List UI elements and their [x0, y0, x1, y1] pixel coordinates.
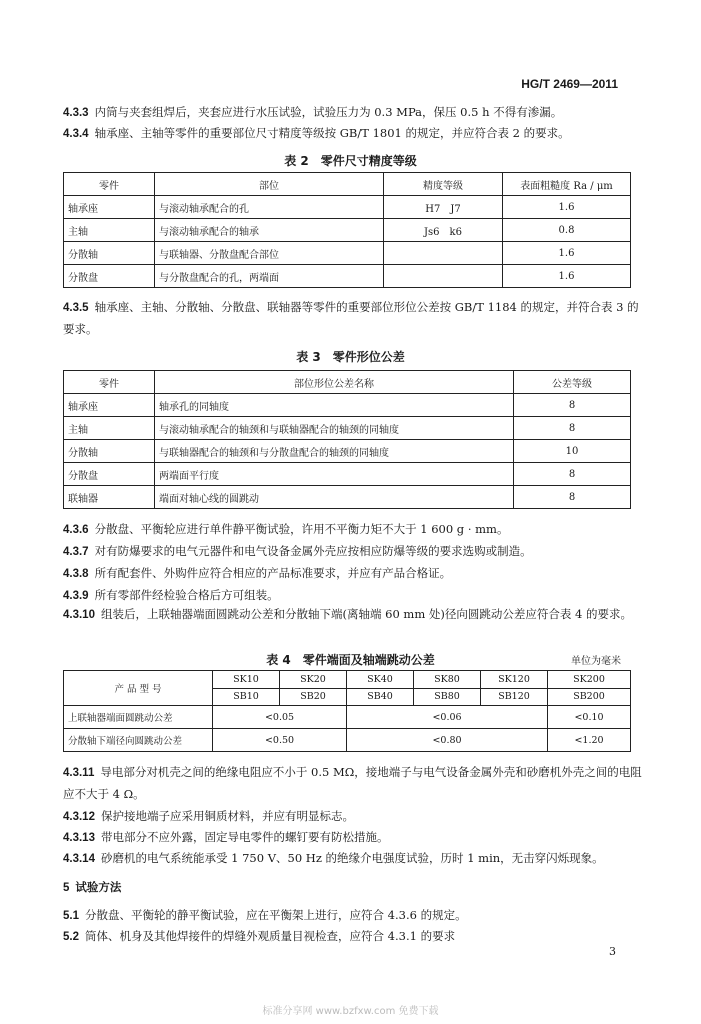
clause-4-3-14: 4.3.14 砂磨机的电气系统能承受 1 750 V、50 Hz 的绝缘介电强度试验，历时 1 min，无击穿闪烁现象。 [63, 851, 604, 865]
table-header-row: SB10 SB20 SB40 SB80 SB120 SB200 [64, 688, 631, 706]
clause-4-3-6: 4.3.6 分散盘、平衡轮应进行单件静平衡试验，许用不平衡力矩不大于 1 600 g · mm。 [63, 522, 509, 536]
section-5-heading: 5 试验方法 [63, 880, 122, 894]
table-row: 分散盘 两端面平行度 8 [64, 463, 631, 486]
page-number: 3 [609, 945, 616, 958]
standard-number-header: HG/T 2469—2011 [521, 77, 618, 91]
table-row: 主轴 与滚动轴承配合的轴承 Js6 k6 0.8 [64, 219, 631, 242]
table-row: 分散轴 与联轴器、分散盘配合部位 1.6 [64, 242, 631, 265]
table-row: 轴承座 轴承孔的同轴度 8 [64, 394, 631, 417]
table-header-row: 产 品 型 号 SK10 SK20 SK40 SK80 SK120 SK200 [64, 671, 631, 689]
table3 [63, 370, 631, 509]
table-header-row: 零件 部位 精度等级 表面粗糙度 Ra / μm [64, 173, 631, 196]
table-row: 主轴 与滚动轴承配合的轴颈和与联轴器配合的轴颈的同轴度 8 [64, 417, 631, 440]
table4-caption: 表 4 零件端面及轴端跳动公差 [266, 653, 435, 667]
clause-4-3-4: 4.3.4 轴承座、主轴等零件的重要部位尺寸精度等级按 GB/T 1801 的规定，并应符合表 2 的要求。 [63, 126, 570, 140]
clause-4-3-12: 4.3.12 保护接地端子应采用铜质材料，并应有明显标志。 [63, 809, 354, 823]
table-row: 分散轴 与联轴器配合的轴颈和与分散盘配合的轴颈的同轴度 10 [64, 440, 631, 463]
table3-caption: 表 3 零件形位公差 [296, 350, 405, 364]
clause-5-2: 5.2 筒体、机身及其他焊接件的焊缝外观质量目视检查，应符合 4.3.1 的要求 [63, 929, 456, 943]
table-row: 上联轴器端面圆跳动公差 <0.05 <0.06 <0.10 [64, 706, 631, 729]
clause-4-3-5: 4.3.5 轴承座、主轴、分散轴、分散盘、联轴器等零件的重要部位形位公差按 GB/T 1184 的规定，并符合表 3 的要求。 [63, 300, 639, 336]
clause-4-3-7: 4.3.7 对有防爆要求的电气元器件和电气设备金属外壳应按相应防爆等级的要求选购或制造。 [63, 544, 532, 558]
clause-4-3-13: 4.3.13 带电部分不应外露，固定导电零件的螺钉要有防松措施。 [63, 830, 389, 844]
clause-4-3-11: 4.3.11 导电部分对机壳之间的绝缘电阻应不小于 0.5 MΩ，接地端子与电气设备金属外壳和砂磨机外壳之间的电阻应不大于 4 Ω。 [63, 765, 642, 801]
table-row: 分散轴下端径向圆跳动公差 <0.50 <0.80 <1.20 [64, 729, 631, 752]
clause-4-3-10: 4.3.10 组装后，上联轴器端面圆跳动公差和分散轴下端(离轴端 60 mm 处)径向圆跳动公差应符合表 4 的要求。 [63, 607, 632, 621]
clause-4-3-8: 4.3.8 所有配套件、外购件应符合相应的产品标准要求，并应有产品合格证。 [63, 566, 452, 580]
table-header-row: 零件 部位形位公差名称 公差等级 [64, 371, 631, 394]
clause-5-1: 5.1 分散盘、平衡轮的静平衡试验，应在平衡架上进行，应符合 4.3.6 的规定。 [63, 908, 467, 922]
product-model-label: 产 品 型 号 [64, 671, 213, 706]
table-row: 联轴器 端面对轴心线的圆跳动 8 [64, 486, 631, 509]
table4 [63, 670, 631, 752]
table-row: 轴承座 与滚动轴承配合的孔 H7 J7 1.6 [64, 196, 631, 219]
clause-4-3-9: 4.3.9 所有零部件经检验合格后方可组装。 [63, 588, 279, 602]
table2 [63, 172, 631, 288]
table4-unit: 单位为毫米 [571, 656, 621, 667]
table-row: 分散盘 与分散盘配合的孔，两端面 1.6 [64, 265, 631, 288]
table2-caption: 表 2 零件尺寸精度等级 [284, 154, 417, 168]
watermark-footer: 标准分享网 www.bzfxw.com 免费下载 [262, 1006, 439, 1017]
clause-4-3-3: 4.3.3 内筒与夹套组焊后，夹套应进行水压试验，试验压力为 0.3 MPa，保压 0.5 h 不得有渗漏。 [63, 105, 563, 119]
